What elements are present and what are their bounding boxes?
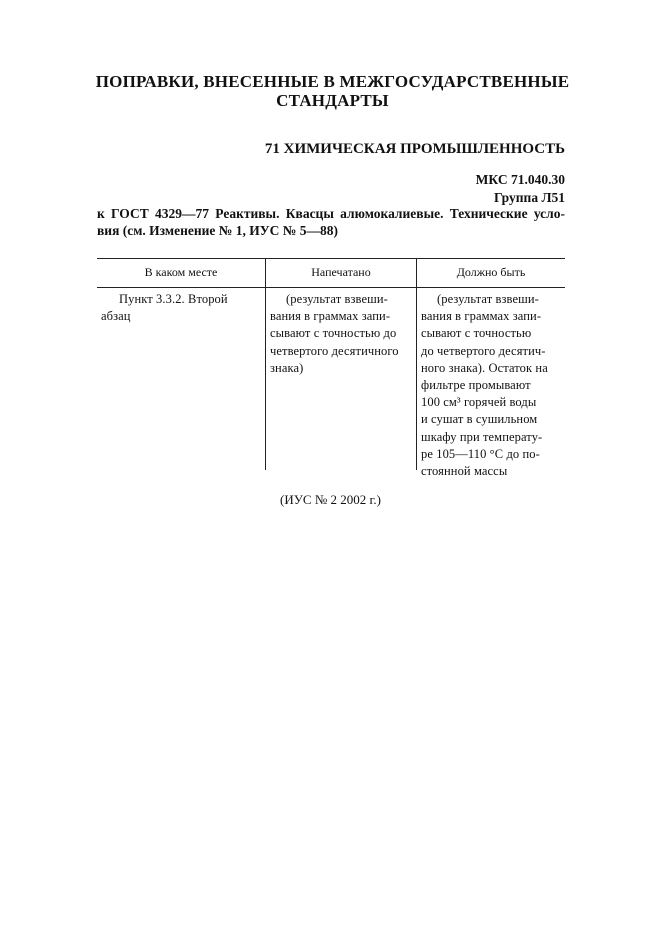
- cell-location-line: абзац: [101, 309, 131, 324]
- cell-printed-line: сывают с точностью до: [270, 326, 397, 341]
- standard-reference: [97, 205, 565, 239]
- cell-should-be-line: ре 105—110 °С до по-: [421, 446, 540, 461]
- standard-reference-line-2: вия (см. Изменение № 1, ИУС № 5—88): [97, 223, 338, 238]
- cell-location-line: Пункт 3.3.2. Второй: [119, 292, 228, 306]
- page-title: [60, 72, 605, 110]
- table-top-rule: [97, 258, 565, 259]
- cell-printed-line: знака): [270, 360, 304, 375]
- footer-reference: (ИУС № 2 2002 г.): [280, 492, 381, 507]
- page-title-line-2: СТАНДАРТЫ: [276, 91, 389, 110]
- column-header-should-be: Должно быть: [456, 265, 526, 279]
- table-header-rule: [97, 287, 565, 288]
- column-divider-1: [265, 258, 266, 470]
- cell-should-be-line: ного знака). Остаток на: [421, 360, 548, 375]
- column-header-location: В каком месте: [144, 265, 218, 279]
- cell-should-be-line: фильтре промывают: [421, 378, 531, 393]
- cell-should-be-line: (результат взвеши-: [437, 292, 539, 306]
- cell-printed-line: вания в граммах запи-: [270, 309, 391, 324]
- page-title-line-1: ПОПРАВКИ, ВНЕСЕННЫЕ В МЕЖГОСУДАРСТВЕННЫЕ: [95, 72, 570, 91]
- cell-should-be-line: шкафу при температу-: [421, 429, 543, 444]
- cell-should-be-line: до четвертого десятич-: [421, 343, 546, 358]
- cell-should-be-line: стоянной массы: [421, 464, 508, 479]
- mks-code: МКС 71.040.30: [475, 172, 565, 187]
- section-heading: 71 ХИМИЧЕСКАЯ ПРОМЫШЛЕННОСТЬ: [264, 141, 565, 157]
- cell-printed: [270, 291, 415, 377]
- cell-printed-line: четвертого десятичного: [270, 343, 399, 358]
- standard-reference-line-1: к ГОСТ 4329—77 Реактивы. Квасцы алюмокалиевые. Технические усло-: [97, 206, 565, 221]
- cell-should-be-line: и сушат в сушильном: [421, 412, 538, 427]
- corrections-table: [97, 258, 565, 479]
- cell-should-be-line: вания в граммах запи-: [421, 309, 542, 324]
- column-header-printed: Напечатано: [311, 265, 371, 279]
- cell-should-be: [421, 291, 564, 480]
- cell-printed-line: (результат взвеши-: [286, 292, 388, 306]
- group-code: Группа Л51: [493, 190, 565, 205]
- cell-should-be-line: сывают с точностью: [421, 326, 532, 341]
- cell-should-be-line: 100 см³ горячей воды: [421, 395, 537, 410]
- cell-location: [101, 291, 261, 325]
- column-divider-2: [416, 258, 417, 470]
